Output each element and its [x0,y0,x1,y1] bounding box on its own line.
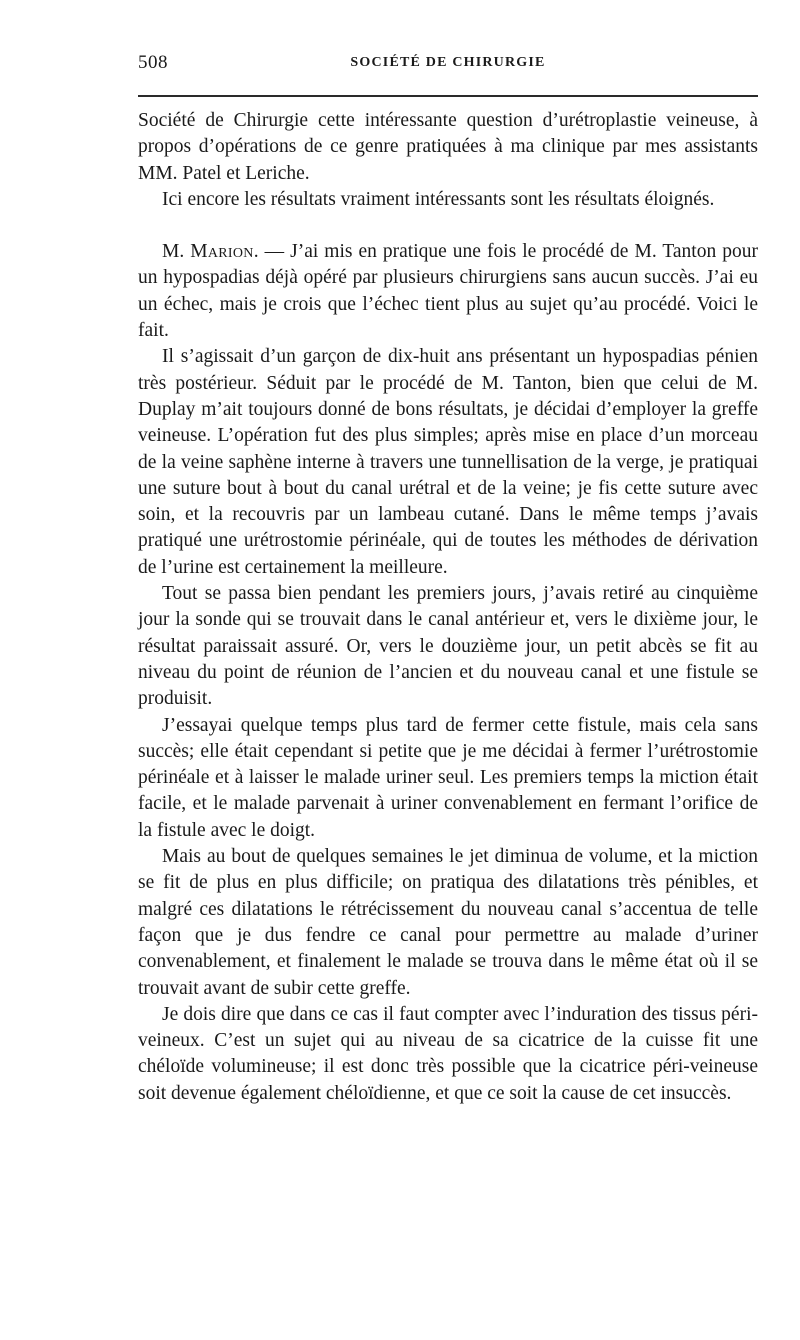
speaker-text: . — J’ai mis en pratique une fois le procédé de M. Tanton pour un hypospadias déjà opéré par plusieurs chirurgiens sans aucun succès. J’ai eu un échec, mais je crois que l’échec tient plus au sujet qu’au procédé. Voici le fait. [138,241,758,342]
paragraph: J’essayai quelque temps plus tard de fermer cette fistule, mais cela sans succès; elle était cependant si petite que je me décidai à fermer l’urétrostomie périnéale et à laisser le malade uriner seul. Les premiers temps la miction était facile, et le malade parvenait à uriner convenablement en fermant l’orifice de la fistule avec le doigt. [138,714,758,841]
paragraph: Je dois dire que dans ce cas il faut compter avec l’induration des tissus péri-veineux. C’est un sujet qui au niveau de sa cicatrice de la cuisse fit une chéloïde volumineuse; il est donc très possible que la cicatrice péri-veineuse soit devenue également chéloïdienne, et que ce soit la cause de cet insuccès. [138,1003,758,1104]
paragraph: Ici encore les résultats vraiment intéressants sont les résultats éloignés. [162,188,715,210]
paragraph-speaker [138,239,758,344]
speaker-name: Marion [190,241,254,263]
speaker-prefix: M. [162,241,191,263]
paragraph: Tout se passa bien pendant les premiers jours, j’avais retiré au cinquième jour la sonde qui se trouvait dans le canal antérieur et, vers le dixième jour, le résultat paraissait assuré. Or, vers le douzième jour, un petit abcès se fit au niveau du point de réunion de l’ancien et du nouveau canal et une fistule se produisit. [138,583,758,710]
body-text [138,108,758,1107]
running-head [138,52,758,76]
paragraph-continuation: Société de Chirurgie cette intéressante question d’urétroplastie veineuse, à propos d’opérations de ce genre pratiquées à ma clinique par mes assistants MM. Patel et Leriche. [138,110,758,184]
running-title: SOCIÉTÉ DE CHIRURGIE [350,55,546,70]
header-rule [138,95,758,97]
page-number: 508 [138,52,168,73]
paragraph: Il s’agissait d’un garçon de dix-huit ans présentant un hypospadias pénien très postérieur. Séduit par le procédé de M. Tanton, bien que celui de M. Duplay m’ait toujours donné de bons résultats, je décidai d’employer la greffe veineuse. L’opération fut des plus simples; après mise en place d’un morceau de la veine saphène interne à travers une tunnellisation de la verge, je pratiquai une suture bout à bout du canal urétral et de la veine; je fis cette suture avec soin, et la recouvris par un lambeau cutané. Dans le même temps j’avais pratiqué une urétrostomie périnéale, qui de toutes les méthodes de dérivation de l’urine est certainement la meilleure. [138,346,758,578]
paragraph: Mais au bout de quelques semaines le jet diminua de volume, et la miction se fit de plus en plus difficile; on pratiqua des dilatations très pénibles, et malgré ces dilatations le rétrécissement du nouveau canal s’accentua de telle façon que je dus fendre ce canal pour permettre au malade d’uriner convenablement, et finalement le malade se trouva dans le même état où il se trouvait avant de subir cette greffe. [138,846,758,999]
